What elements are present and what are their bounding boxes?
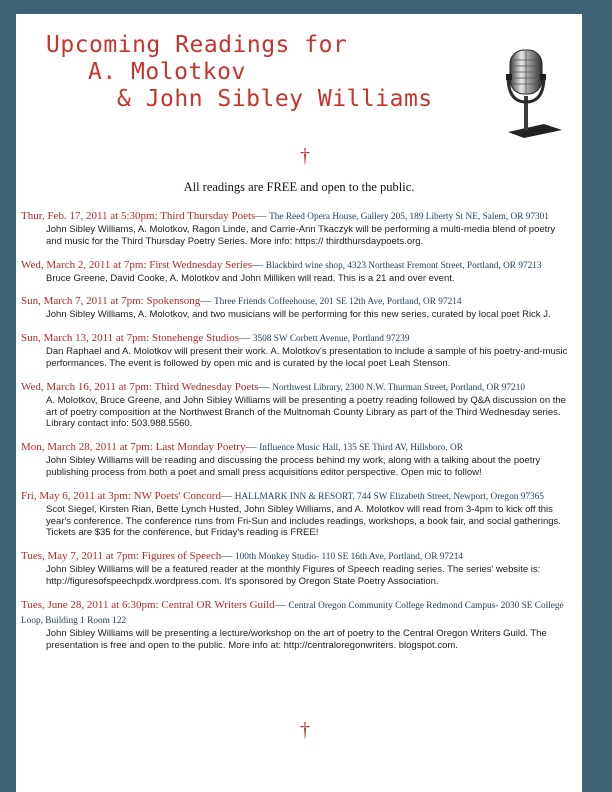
event-separator: — — [220, 489, 235, 502]
event-heading — [16, 331, 582, 346]
event-date-series: Mon, March 28, 2011 at 7pm: Last Monday Poetry — [21, 441, 246, 454]
event-description: John Sibley Williams will be presenting a lecture/workshop on the art of poetry to the Central Oregon Writers Guild. The presentation is free and open to the public. More info at: http://centraloregonwriters. blogspot.com. — [46, 627, 547, 651]
event-item — [16, 258, 582, 285]
dagger-ornament-top: † — [300, 145, 310, 167]
event-description: John Sibley Williams, A. Molotkov, Ragon Linde, and Carrie-Ann Tkaczyk will be performing a multi-media blend of poetry and music for the Third Thursday Poetry Series. More info: https:// thirdthursdaypoets.org. — [46, 224, 556, 247]
event-venue: 3508 SW Corbett Avenue, Portland 97239 — [252, 334, 410, 345]
dagger-ornament-bottom: † — [300, 719, 310, 741]
event-item — [16, 331, 582, 370]
event-date-series: Sun, March 13, 2011 at 7pm: Stonehenge Studios — [21, 332, 240, 345]
event-description: A. Molotkov, Bruce Greene, and John Sibley Williams will be presenting a poetry reading followed by Q&A discussion on the art of poetry composition at the Northwest Branch of the Multnomah County Library as part of the Third Wednesday series. Library contact info: 503.988.5560. — [46, 394, 566, 430]
event-separator: — — [252, 258, 266, 271]
event-item — [16, 294, 582, 321]
event-item — [16, 598, 582, 652]
vintage-microphone-icon — [494, 46, 564, 140]
event-separator: — — [245, 441, 260, 454]
event-date-series: Tues, June 28, 2011 at 6:30pm: Central OR Writers Guild — [21, 598, 275, 611]
event-description: Scot Siegel, Kirsten Rian, Bette Lynch Husted, John Sibley Williams, and A. Molotkov will read from 3-4pm to kick off this year's conference. The conference runs from Fri-Sun and includes readings, workshops, a book fair, and social gatherings. Tickets are $35 for the conference, but Friday's reading is FREE! — [46, 503, 561, 539]
event-description: John Sibley Williams will be a featured reader at the monthly Figures of Speech reading series. The series' website is: http://figuresofspeechpdx.wordpress.com. It's sponsored by Oregon State Poetry Association. — [46, 564, 541, 587]
event-heading — [16, 380, 582, 395]
event-venue: Central Oregon Community College Redmond Campus- 2030 SE College Loop, Building 1 Room 122 — [21, 600, 564, 626]
title-line-1: Upcoming Readings for — [46, 32, 348, 58]
event-venue: Influence Music Hall, 135 SE Third AV, Hillsboro, OR — [259, 443, 463, 454]
event-date-series: Wed, March 16, 2011 at 7pm: Third Wednesday Poets — [21, 380, 259, 393]
event-venue: Blackbird wine shop, 4323 Northeast Fremont Street, Portland, OR 97213 — [265, 260, 542, 271]
event-venue: The Reed Opera House, Gallery 205, 189 Liberty St NE, Salem, OR 97301 — [269, 212, 549, 222]
title-line-2: A. Molotkov — [88, 59, 246, 85]
event-item — [16, 440, 582, 479]
event-heading — [16, 440, 582, 455]
event-separator: — — [255, 210, 270, 222]
event-heading — [16, 294, 582, 309]
event-separator: — — [258, 380, 273, 393]
flyer-title — [46, 32, 433, 113]
event-venue: 100th Monkey Studio- 110 SE 16th Ave, Portland, OR 97214 — [234, 552, 464, 563]
event-venue: HALLMARK INN & RESORT, 744 SW Elizabeth Street, Newport, Oregon 97365 — [234, 491, 544, 502]
event-date-series: Wed, March 2, 2011 at 7pm: First Wednesday Series — [21, 258, 253, 271]
event-heading — [16, 549, 582, 564]
event-date-series: Tues, May 7, 2011 at 7pm: Figures of Speech — [21, 550, 222, 563]
title-line-3: & John Sibley Williams — [117, 86, 433, 112]
event-description: Bruce Greene, David Cooke, A. Molotkov and John Milliken will read. This is a 21 and over event. — [46, 272, 455, 284]
events-list — [16, 209, 582, 661]
event-heading — [16, 209, 582, 224]
event-heading — [16, 489, 582, 504]
event-date-series: Thur, Feb. 17, 2011 at 5:30pm: Third Thursday Poets — [21, 210, 256, 222]
event-description: Dan Raphael and A. Molotkov will present their work. A. Molotkov's presentation to include a sample of his poetry-and-music performances. The event is followed by open mic and is curated by the local poet Leah Stenson. — [46, 346, 568, 369]
event-description: John Sibley Williams will be reading and discussing the process behind my work, along with a talking about the poetry publishing process from both a poet and small press acquisitions editor perspective. Open mic to follow! — [46, 455, 541, 478]
event-heading — [16, 258, 582, 273]
event-item — [16, 489, 582, 539]
event-separator: — — [274, 598, 289, 611]
event-item — [16, 549, 582, 588]
event-separator: — — [221, 550, 235, 563]
event-description: John Sibley Williams, A. Molotkov, and two musicians will be performing for this new series, curated by local poet Rick J. — [46, 309, 551, 321]
event-separator: — — [200, 295, 214, 308]
event-venue: Three Friends Coffeehouse, 201 SE 12th Ave, Portland, OR 97214 — [214, 297, 462, 308]
flyer-page — [16, 14, 582, 792]
event-item — [16, 209, 582, 248]
event-heading — [16, 598, 582, 628]
event-venue: Northwest Library, 2300 N.W. Thurman Street, Portland, OR 97210 — [272, 382, 526, 393]
event-date-series: Fri, May 6, 2011 at 3pm: NW Poets' Concord — [21, 489, 221, 502]
event-item — [16, 380, 582, 430]
intro-text: All readings are FREE and open to the public. — [183, 180, 415, 194]
event-separator: — — [239, 332, 253, 345]
event-date-series: Sun, March 7, 2011 at 7pm: Spokensong — [21, 295, 201, 308]
